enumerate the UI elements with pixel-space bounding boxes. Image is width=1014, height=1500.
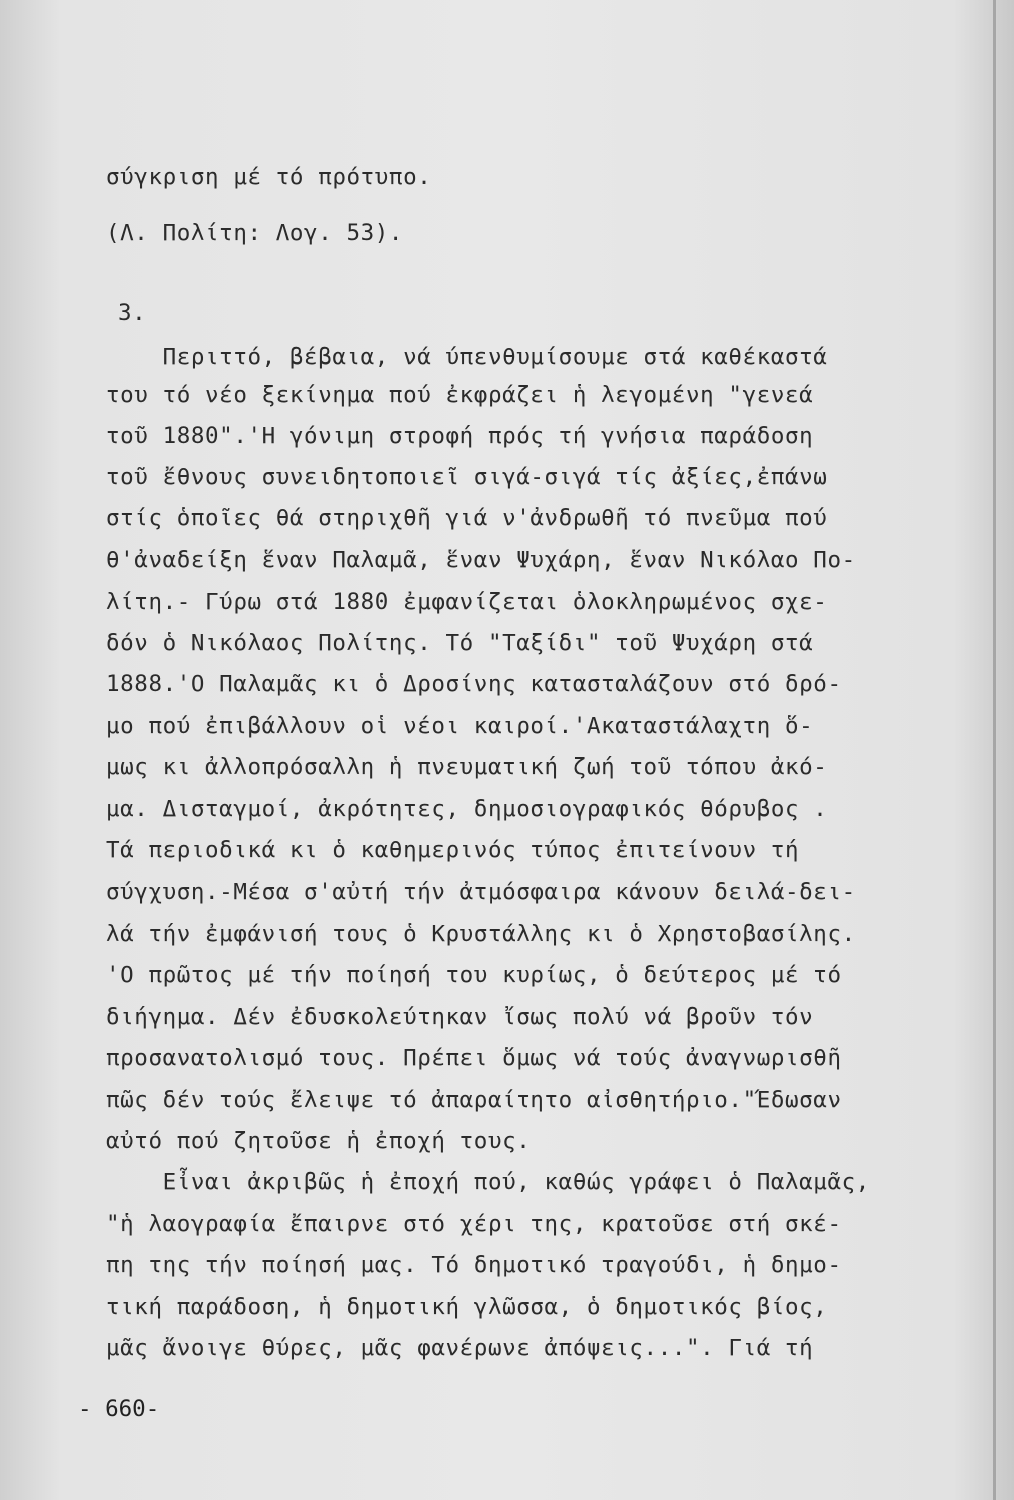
text-line: διήγημα. Δέν ἐδυσκολεύτηκαν ἴσως πολύ νά βροῦν τόν	[106, 1004, 814, 1030]
page-number: - 660-	[78, 1396, 160, 1422]
text-line: σύγκριση μέ τό πρότυπο.	[106, 164, 432, 190]
text-line: πη της τήν ποίησή μας. Τό δημοτικό τραγούδι, ἡ δημο-	[106, 1252, 842, 1278]
text-line: "ἡ λαογραφία ἔπαιρνε στό χέρι της, κρατοῦσε στή σκέ-	[106, 1211, 842, 1237]
text-line: Εἶναι ἀκριβῶς ἡ ἐποχή πού, καθώς γράφει ὁ Παλαμᾶς,	[106, 1169, 870, 1195]
text-line: θ'ἀναδείξη ἕναν Παλαμᾶ, ἕναν Ψυχάρη, ἕναν Νικόλαο Πο-	[106, 547, 856, 573]
text-line: μο πού ἐπιβάλλουν οἱ νέοι καιροί.'Ακαταστάλαχτη ὅ-	[106, 713, 814, 739]
text-line: προσανατολισμό τους. Πρέπει ὅμως νά τούς ἀναγνωρισθῆ	[106, 1045, 842, 1071]
text-line: μα. Δισταγμοί, ἀκρότητες, δημοσιογραφικός θόρυβος .	[106, 796, 828, 822]
text-line: 1888.'Ο Παλαμᾶς κι ὁ Δροσίνης κατασταλάζουν στό δρό-	[106, 671, 842, 697]
text-line: του τό νέο ξεκίνημα πού ἐκφράζει ἡ λεγομένη "γενεά	[106, 382, 814, 408]
text-line: μως κι ἀλλοπρόσαλλη ἡ πνευματική ζωή τοῦ τόπου ἀκό-	[106, 754, 828, 780]
text-line: αὐτό πού ζητοῦσε ἡ ἐποχή τους.	[106, 1128, 531, 1154]
section-number: 3.	[118, 300, 147, 326]
text-line: λά τήν ἐμφάνισή τους ὁ Κρυστάλλης κι ὁ Χρηστοβασίλης.	[106, 921, 856, 947]
text-line: τοῦ ἔθνους συνειδητοποιεῖ σιγά-σιγά τίς ἀξίες,ἐπάνω	[106, 464, 828, 490]
text-line: στίς ὁποῖες θά στηριχθῆ γιά ν'ἀνδρωθῆ τό πνεῦμα πού	[106, 505, 828, 531]
text-line: λίτη.- Γύρω στά 1880 ἐμφανίζεται ὁλοκληρωμένος σχε-	[106, 589, 828, 615]
text-line: δόν ὁ Νικόλαος Πολίτης. Τό "Ταξίδι" τοῦ Ψυχάρη στά	[106, 630, 814, 656]
text-line: Περιττό, βέβαια, νά ύπενθυμίσουμε στά καθέκαστά	[106, 344, 828, 370]
text-line: (Λ. Πολίτη: Λογ. 53).	[106, 220, 404, 246]
text-line: πῶς δέν τούς ἔλειψε τό ἀπαραίτητο αἰσθητήριο."Έδωσαν	[106, 1087, 842, 1113]
text-line: 'Ο πρῶτος μέ τήν ποίησή του κυρίως, ὁ δεύτερος μέ τό	[106, 962, 842, 988]
text-line: τοῦ 1880".'Η γόνιμη στροφή πρός τή γνήσια παράδοση	[106, 423, 814, 449]
text-line: Τά περιοδικά κι ὁ καθημερινός τύπος ἐπιτείνουν τή	[106, 837, 800, 863]
text-line: σύγχυση.-Μέσα σ'αὐτή τήν ἀτμόσφαιρα κάνουν δειλά-δει-	[106, 879, 856, 905]
text-line: μᾶς ἄνοιγε θύρες, μᾶς φανέρωνε ἀπόψεις...". Γιά τή	[106, 1335, 814, 1361]
text-line: τική παράδοση, ἡ δημοτική γλῶσσα, ὁ δημοτικός βίος,	[106, 1294, 828, 1320]
